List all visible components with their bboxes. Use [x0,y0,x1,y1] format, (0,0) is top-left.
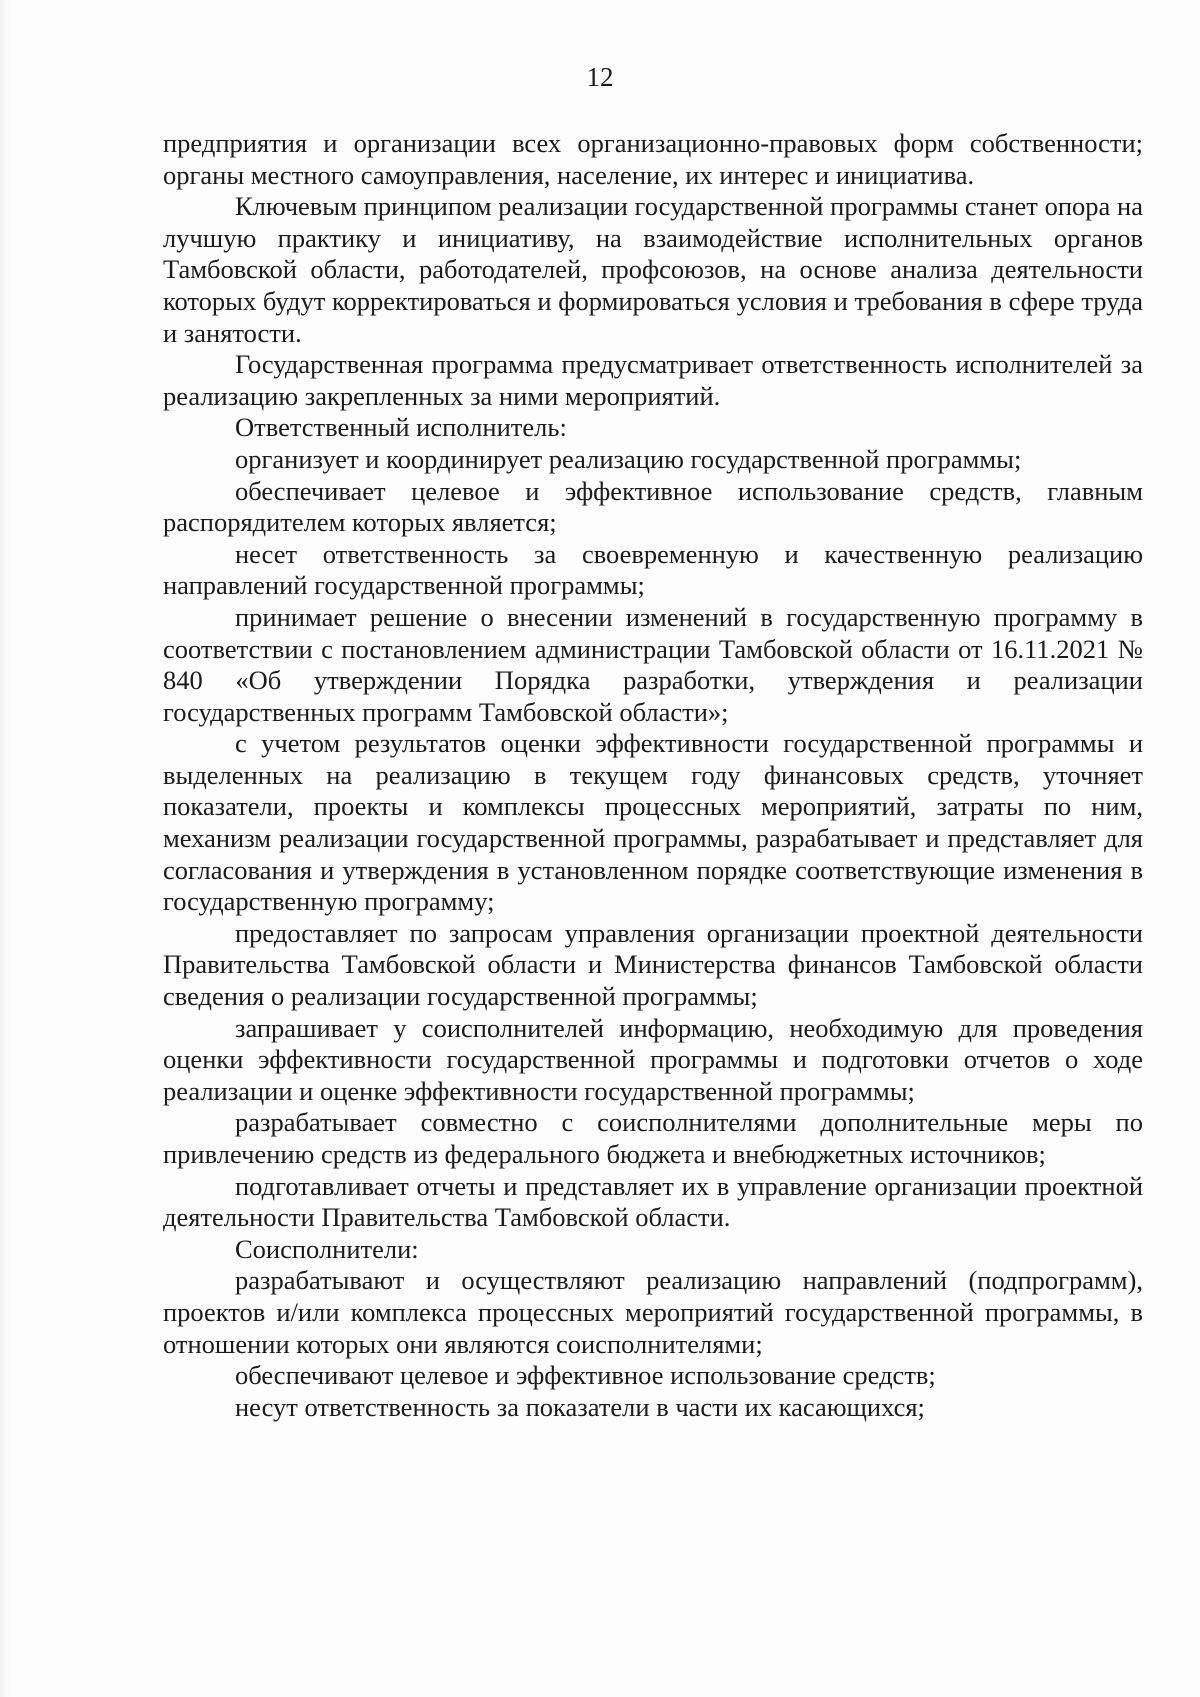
paragraph: Государственная программа предусматривает ответственность исполнителей за реализацию закрепленных за ними мероприятий. [163,349,1143,411]
paragraph: несет ответственность за своевременную и качественную реализацию направлений государственной программы; [163,538,1143,601]
paragraph: разрабатывают и осуществляют реализацию направлений (подпрограмм), проектов и/или комплекса процессных мероприятий государственной программы, в отношении которых они являются соисполнителями; [163,1265,1143,1359]
paragraph: несут ответственность за показатели в части их касающихся; [235,1391,925,1422]
paragraph: подготавливает отчеты и представляет их в управление организации проектной деятельности Правительства Тамбовской области. [163,1170,1143,1233]
body-text [163,128,1143,1423]
paragraph: предприятия и организации всех организационно-правовых форм собственности; органы местного самоуправления, население, их интерес и инициатива. [163,128,1143,190]
paragraph: обеспечивают целевое и эффективное использование средств; [235,1360,936,1391]
paragraph: разрабатывает совместно с соисполнителями дополнительные меры по привлечению средств из федерального бюджета и внебюджетных источников; [163,1107,1143,1169]
section-heading: Ответственный исполнитель: [235,412,567,443]
scan-edge [0,0,10,1697]
page-number: 12 [586,62,614,92]
paragraph: обеспечивает целевое и эффективное использование средств, главным распорядителем которых является; [163,475,1143,538]
paragraph: Ключевым принципом реализации государственной программы станет опора на лучшую практику и инициативу, на взаимодействие исполнительных органов Тамбовской области, работодателей, профсоюзов, на основе анализа деятельности которых будут корректироваться и формироваться условия и требования в сфере труда и занятости. [163,191,1143,348]
paragraph: принимает решение о внесении изменений в государственную программу в соответствии с постановлением администрации Тамбовской области от 16.11.2021 № 840 «Об утверждении Порядка разработки, утверждения и реализации государственных программ Тамбовской области»; [163,601,1143,727]
paragraph: запрашивает у соисполнителей информацию, необходимую для проведения оценки эффективности государственной программы и подготовки отчетов о ходе реализации и оценке эффективности государственной программы; [163,1012,1143,1106]
paragraph: организует и координирует реализацию государственной программы; [235,443,1022,474]
section-heading: Соисполнители: [235,1233,419,1264]
paragraph: предоставляет по запросам управления организации проектной деятельности Правительства Тамбовской области и Министерства финансов Тамбовской области сведения о реализации государственной программы; [163,917,1143,1012]
paragraph: с учетом результатов оценки эффективности государственной программы и выделенных на реализацию в текущем году финансовых средств, уточняет показатели, проекты и комплексы процессных мероприятий, затраты по ним, механизм реализации государственной программы, разрабатывает и представляет для согласования и утверждения в установленном порядке соответствующие изменения в государственную программу; [163,728,1143,917]
